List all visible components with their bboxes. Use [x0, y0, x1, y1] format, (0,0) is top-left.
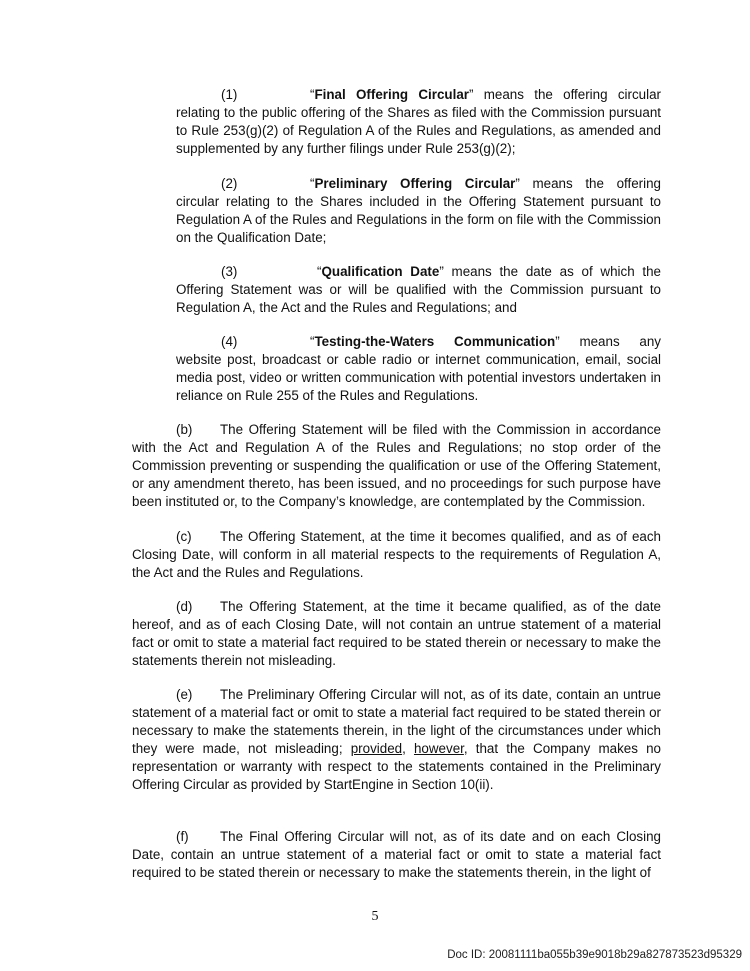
definition-number: (3)	[221, 264, 238, 279]
doc-id-footer: Doc ID: 20081111ba055b39e9018b29a827873523d95329	[447, 949, 742, 961]
definition-number: (1)	[221, 87, 238, 102]
paragraph-text: The Final Offering Circular will not, as of its date and on each Closing Date, contain an untrue statement of a material fact or omit to state a material fact required to be stated therein or necessary to make the statements therein, in the light of	[132, 829, 661, 880]
defined-term: Final Offering Circular	[314, 87, 469, 102]
definition-qualification-date: (3) “Qualification Date” means the date as of which the Offering Statement was or will be qualified with the Commission pursuant to Regulation A, the Act and the Rules and Regulations; and	[176, 264, 661, 315]
paragraph-text: The Preliminary Offering Circular will not, as of its date, contain an untrue statement of a material fact or omit to state a material fact required to be stated therein or necessary to make the statements therein, in the light of the circumstances under which they were made, not misleading;	[132, 687, 661, 756]
paragraph-text: The Offering Statement, at the time it becomes qualified, and as of each Closing Date, will conform in all material respects to the requirements of Regulation A, the Act and the Rules and Regulations.	[132, 529, 661, 580]
paragraph-number: (e)	[176, 687, 193, 702]
paragraph-number: (b)	[176, 422, 193, 437]
paragraph-b	[132, 421, 661, 511]
paragraph-text-after: , that the Company makes no representation or warranty with respect to the statements contained in the Preliminary Offering Circular as provided by StartEngine in Section 10(ii).	[132, 741, 661, 792]
definition-body: means the date as of which the Offering Statement was or will be qualified with the Commission pursuant to Regulation A, the Act and the Rules and Regulations; and	[176, 264, 661, 315]
defined-term: Qualification Date	[321, 264, 440, 279]
paragraph-number: (c)	[176, 529, 192, 544]
underlined-provided: provided	[350, 741, 403, 756]
paragraph-number: (f)	[176, 829, 189, 844]
paragraph-number: (d)	[176, 599, 193, 614]
definition-final-offering-circular: (1) “Final Offering Circular” means the offering circular relating to the public offering of the Shares as filed with the Commission pursuant to Rule 253(g)(2) of Regulation A of the Rules and Regulations, as amended and supplemented by any further filings under Rule 253(g)(2);	[176, 87, 661, 156]
paragraph-f	[132, 828, 661, 882]
paragraph-text: The Offering Statement will be filed with the Commission in accordance with the Act and Regulation A of the Rules and Regulations; no stop order of the Commission preventing or suspending the qualification or use of the Offering Statement, or any amendment thereto, has been issued, and no proceedings for such purpose have been instituted or, to the Company’s knowledge, are contemplated by the Commission.	[132, 422, 661, 509]
definition-body: means the offering circular relating to the public offering of the Shares as filed with the Commission pursuant to Rule 253(g)(2) of Regulation A of the Rules and Regulations, as amended and supplemented by any further filings under Rule 253(g)(2);	[176, 87, 661, 156]
definition-preliminary-offering-circular: (2) “Preliminary Offering Circular” means the offering circular relating to the Shares included in the Offering Statement pursuant to Regulation A of the Rules and Regulations in the form on file with the Commission on the Qualification Date;	[176, 176, 661, 245]
defined-term: Testing-the-Waters Communication	[314, 334, 556, 349]
paragraph-d	[132, 598, 661, 670]
definition-body: means the offering circular relating to the Shares included in the Offering Statement pursuant to Regulation A of the Rules and Regulations in the form on file with the Commission on the Qualification Date;	[176, 176, 661, 245]
paragraph-c	[132, 528, 661, 582]
underlined-however: however	[413, 741, 464, 756]
page-number: 5	[371, 909, 379, 924]
definition-testing-the-waters: (4) “Testing-the-Waters Communication” means any website post, broadcast or cable radio or internet communication, email, social media post, video or written communication with potential investors undertaken in reliance on Rule 255 of the Rules and Regulations.	[176, 334, 661, 403]
defined-term: Preliminary Offering Circular	[314, 176, 516, 191]
definition-body: means any website post, broadcast or cable radio or internet communication, email, social media post, video or written communication with potential investors undertaken in reliance on Rule 255 of the Rules and Regulations.	[176, 334, 661, 403]
paragraph-text: The Offering Statement, at the time it became qualified, as of the date hereof, and as of each Closing Date, will not contain an untrue statement of a material fact or omit to state a material fact required to be stated therein or necessary to make the statements therein not misleading.	[132, 599, 661, 668]
definition-number: (2)	[221, 176, 238, 191]
paragraph-e: (e) The Preliminary Offering Circular will not, as of its date, contain an untrue statement of a material fact or omit to state a material fact required to be stated therein or necessary to make the statements therein, in the light of the circumstances under which they were made, not misleading; provided, however, that the Company makes no representation or warranty with respect to the statements contained in the Preliminary Offering Circular as provided by StartEngine in Section 10(ii).	[132, 687, 661, 792]
definition-number: (4)	[221, 334, 238, 349]
